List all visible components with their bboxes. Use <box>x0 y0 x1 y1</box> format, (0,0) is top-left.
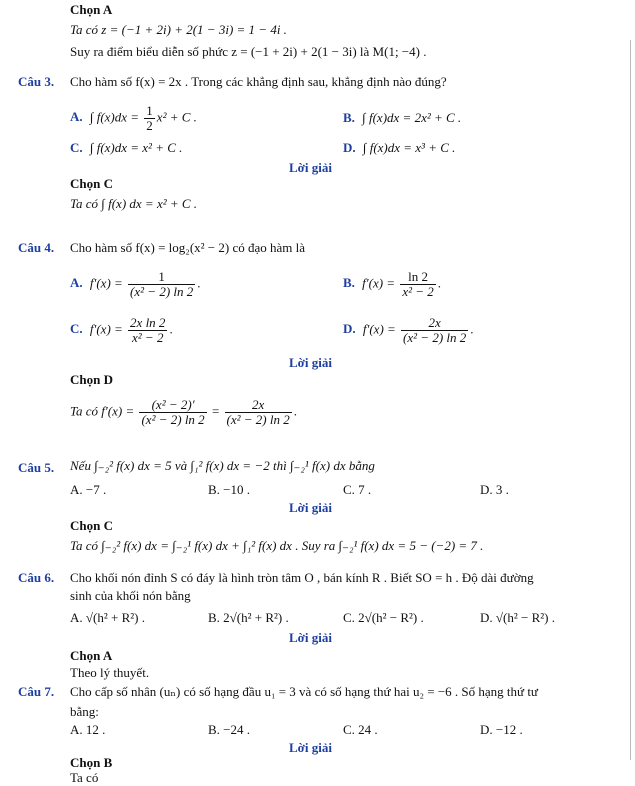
denominator: (x² − 2) ln 2 <box>226 412 290 427</box>
numerator: 2x ln 2 <box>130 315 166 330</box>
solution-line: Ta có ∫₋₂² f(x) dx = ∫₋₂¹ f(x) dx + ∫₁² f(x) dx . Suy ra ∫₋₂¹ f(x) dx = 5 − (−2) = 7 . <box>70 538 484 553</box>
option-text: f′(x) = <box>89 321 127 337</box>
solution-text: Ta có f′(x) = <box>70 403 138 419</box>
solution-line: Ta có f′(x) = $\frac{\text{(x² − 2)′}}{\text{(x² − 2) ln 2}}$ = $\frac{2x}{\text{(x² − 2) ln 2}}$ . <box>70 397 297 427</box>
loi-giai-heading: Lời giải <box>289 740 332 755</box>
numerator: ln 2 <box>400 270 435 285</box>
question-stem: Cho khối nón đỉnh S có đáy là hình tròn tâm O , bán kính R . Biết SO = h . Độ dài đường <box>70 570 534 585</box>
question-stem: bằng: <box>70 704 99 719</box>
numerator: 2x <box>401 316 468 331</box>
fraction <box>128 316 167 345</box>
option-b[interactable]: B. −24 . <box>208 722 251 737</box>
option-c[interactable]: C. 24 . <box>343 722 378 737</box>
solution-line: Suy ra điểm biểu diễn số phức z = (−1 + 2i) + 2(1 − 3i) là M(1; −4) . <box>70 44 427 59</box>
fraction <box>400 270 435 299</box>
option-a[interactable]: A. −7 . <box>70 482 107 497</box>
option-c[interactable] <box>70 140 182 156</box>
option-text: ∫ f(x)dx = x³ + C . <box>362 140 456 155</box>
question-number: Câu 4. <box>18 240 55 255</box>
option-d[interactable]: D. f′(x) = $\frac{2x}{\text{(x² − 2) ln 2}}$ . <box>343 315 474 345</box>
denominator: x² − 2 <box>132 330 164 345</box>
fraction <box>225 398 292 427</box>
option-b[interactable]: B. −10 . <box>208 482 251 497</box>
option-c[interactable]: C. f′(x) = $\frac{\text{2x ln 2}}{\text{x² − 2}}$ . <box>70 315 173 345</box>
option-d[interactable]: D. √(h² − R²) . <box>480 610 555 625</box>
fraction <box>401 316 468 345</box>
denominator: (x² − 2) ln 2 <box>403 330 467 345</box>
option-d[interactable]: D. 3 . <box>480 482 509 497</box>
option-label: A. <box>70 275 83 291</box>
option-text: x² + C . <box>156 109 197 125</box>
question-stem: Cho hàm số f(x) = log₂(x² − 2) có đạo hàm là <box>70 240 306 255</box>
question-stem: Cho hàm số f(x) = 2x . Trong các khẳng định sau, khẳng định nào đúng? <box>70 74 447 89</box>
option-c[interactable]: C. 7 . <box>343 482 372 497</box>
option-label: C. <box>70 321 83 337</box>
loi-giai-heading: Lời giải <box>289 160 332 175</box>
solution-line: Ta có z = (−1 + 2i) + 2(1 − 3i) = 1 − 4i . <box>70 22 287 37</box>
option-label: A. <box>70 109 83 125</box>
answer-choice: Chọn C <box>70 518 113 533</box>
fraction <box>139 398 206 427</box>
option-c[interactable]: C. 2√(h² − R²) . <box>343 610 424 625</box>
numerator: 1 <box>128 270 195 285</box>
answer-choice: Chọn A <box>70 648 113 663</box>
denominator: (x² − 2) ln 2 <box>141 412 205 427</box>
question-number: Câu 3. <box>18 74 55 89</box>
answer-choice: Chọn B <box>70 755 113 770</box>
numerator: 2x <box>225 398 292 413</box>
loi-giai-heading: Lời giải <box>289 500 332 515</box>
fraction <box>128 270 195 299</box>
numerator: (x² − 2)′ <box>139 398 206 413</box>
option-a[interactable]: A. f′(x) = $\frac{1}{\text{(x² − 2) ln 2}}$ . <box>70 269 201 299</box>
option-a[interactable] <box>70 104 197 133</box>
question-stem: sinh của khối nón bằng <box>70 588 191 603</box>
loi-giai-heading: Lời giải <box>289 355 332 370</box>
question-stem: Nếu ∫₋₂² f(x) dx = 5 và ∫₁² f(x) dx = −2 thì ∫₋₂¹ f(x) dx bằng <box>70 458 375 473</box>
option-label: D. <box>343 140 356 155</box>
option-a[interactable]: A. 12 . <box>70 722 106 737</box>
solution-line: Ta có ∫ f(x) dx = x² + C . <box>70 196 198 211</box>
option-text: ∫ f(x)dx = 2x² + C . <box>362 110 462 125</box>
loi-giai-heading: Lời giải <box>289 630 332 645</box>
option-label: C. <box>70 140 83 155</box>
option-text: f′(x) = <box>362 275 399 291</box>
option-label: D. <box>343 321 356 337</box>
option-b[interactable] <box>343 110 461 126</box>
fraction <box>144 104 155 133</box>
option-a[interactable]: A. √(h² + R²) . <box>70 610 145 625</box>
option-d[interactable] <box>343 140 455 156</box>
option-label: B. <box>343 110 355 125</box>
option-b[interactable]: B. 2√(h² + R²) . <box>208 610 289 625</box>
denominator: 2 <box>146 118 153 133</box>
option-b[interactable]: B. f′(x) = $\frac{\ln 2}{\text{x² − 2}}$ . <box>343 269 442 299</box>
option-text: ∫ f(x)dx = x² + C . <box>89 140 183 155</box>
question-number: Câu 7. <box>18 684 55 699</box>
denominator: x² − 2 <box>402 284 434 299</box>
question-stem: Cho cấp số nhân (uₙ) có số hạng đầu u₁ = 3 và có số hạng thứ hai u₂ = −6 . Số hạng thứ tư <box>70 684 538 699</box>
answer-choice: Chọn D <box>70 372 113 387</box>
question-number: Câu 6. <box>18 570 55 585</box>
solution-line: Theo lý thuyết. <box>70 665 150 680</box>
answer-choice: Chọn A <box>70 2 113 17</box>
option-text: f′(x) = <box>362 321 400 337</box>
option-text: f′(x) = <box>89 275 127 291</box>
numerator: 1 <box>146 103 153 118</box>
option-label: B. <box>343 275 355 291</box>
option-text: ∫ f(x)dx = <box>89 109 143 125</box>
solution-line: Ta có <box>70 770 99 785</box>
denominator: (x² − 2) ln 2 <box>130 284 194 299</box>
question-number: Câu 5. <box>18 460 55 475</box>
answer-choice: Chọn C <box>70 176 113 191</box>
page-edge-line <box>630 40 631 760</box>
option-d[interactable]: D. −12 . <box>480 722 523 737</box>
